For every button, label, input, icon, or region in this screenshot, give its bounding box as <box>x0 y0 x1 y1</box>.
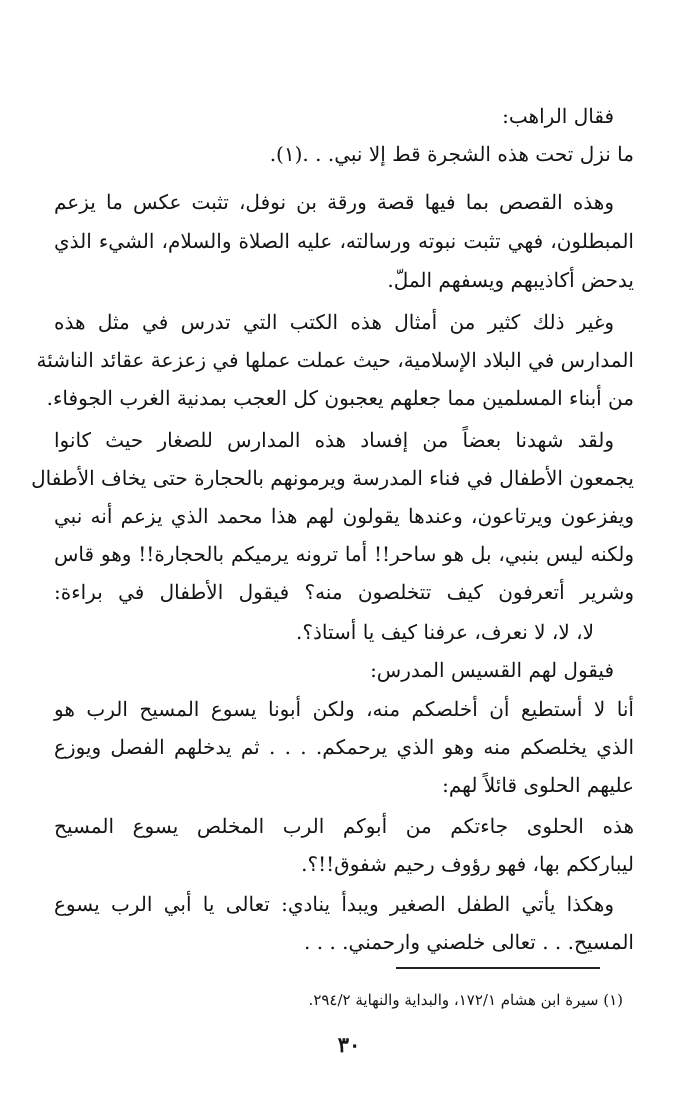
text-line: المبطلون، فهي تثبت نبوته ورسالته، عليه الصلاة والسلام، الشيء الذي <box>54 229 634 253</box>
text-line: من أبناء المسلمين مما جعلهم يعجبون كل العجب بمدنية الغرب الجوفاء. <box>46 386 634 410</box>
text-line: أنا لا أستطيع أن أخلصكم منه، ولكن أبونا يسوع المسيح الرب هو <box>54 697 634 721</box>
text-line: يدحض أكاذيبهم ويسفهم الملّ. <box>387 268 634 292</box>
footnote: (١) سيرة ابن هشام ١٧٢/١، والبداية والنهاية ٢٩٤/٢. <box>308 991 623 1009</box>
text-line: وغير ذلك كثير من أمثال هذه الكتب التي تدرس في مثل هذه <box>54 310 614 334</box>
text-line: ولقد شهدنا بعضاً من إفساد هذه المدارس للصغار حيث كانوا <box>54 428 614 452</box>
text-line: وشرير أتعرفون كيف تتخلصون منه؟ فيقول الأطفال في براءة: <box>54 580 634 604</box>
text-line: وهكذا يأتي الطفل الصغير ويبدأ ينادي: تعالى يا أبي الرب يسوع <box>54 892 614 916</box>
text-line: وهذه القصص بما فيها قصة ورقة بن نوفل، تثبت عكس ما يزعم <box>54 190 614 214</box>
text-line: ولكنه ليس بنبي، بل هو ساحر!! أما ترونه يرميكم بالحجارة!! وهو قاس <box>54 542 634 566</box>
text-line: فقال الراهب: <box>502 104 614 128</box>
text-line: لا، لا، لا نعرف، عرفنا كيف يا أستاذ؟. <box>296 620 594 644</box>
text-line: عليهم الحلوى قائلاً لهم: <box>442 773 634 797</box>
page-number: ٣٠ <box>337 1032 361 1057</box>
footnote-separator <box>396 967 600 969</box>
text-line: فيقول لهم القسيس المدرس: <box>370 658 614 682</box>
text-line: ويفزعون ويرتاعون، وعندها يقولون لهم هذا محمد الذي يزعم أنه نبي <box>54 504 634 528</box>
text-line: ليبارككم بها، فهو رؤوف رحيم شفوق!!؟. <box>301 852 634 876</box>
text-line: يجمعون الأطفال في فناء المدرسة ويرمونهم بالحجارة حتى يخاف الأطفال <box>31 466 634 490</box>
text-line: الذي يخلصكم منه وهو الذي يرحمكم. . . . ثم يدخلهم الفصل ويوزع <box>54 735 634 759</box>
text-line: المسيح. . . تعالى خلصني وارحمني. . . . <box>304 930 634 954</box>
text-line: المدارس في البلاد الإسلامية، حيث عملت عملها في زعزعة عقائد الناشئة <box>36 348 634 372</box>
text-line: ما نزل تحت هذه الشجرة قط إلا نبي. . .(١). <box>269 142 634 166</box>
text-line: هذه الحلوى جاءتكم من أبوكم الرب المخلص يسوع المسيح <box>54 814 634 838</box>
